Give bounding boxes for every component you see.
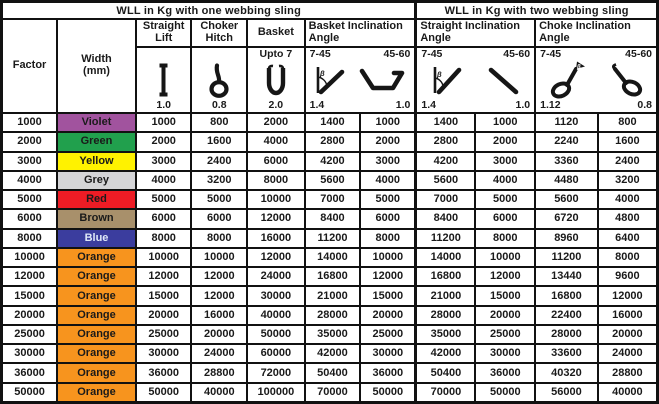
choke-inclination-sub-left: 7-45: [540, 48, 562, 60]
straight-lift-icon-cell: [136, 47, 192, 113]
value-cell: 5600: [416, 171, 476, 190]
value-cell: 8000: [598, 248, 658, 267]
table-row: [2, 306, 658, 325]
basket-inclination-sub-right: 45-60: [383, 48, 411, 60]
table-row: [2, 209, 658, 228]
width-color-swatch: Orange: [57, 325, 136, 344]
table-row: [2, 383, 658, 403]
value-cell: 3000: [136, 152, 192, 171]
basket-factor: 2.0: [268, 99, 284, 111]
value-cell: 42000: [305, 344, 361, 363]
basket-inclination-factor-left: 1.4: [309, 99, 325, 111]
section-header-row: [2, 2, 658, 20]
value-cell: 6000: [247, 152, 305, 171]
angled-sling-beta-icon: [314, 65, 346, 95]
value-cell: 10000: [360, 248, 416, 267]
steep-diagonal-beta-icon: [431, 65, 463, 95]
choke-loop-beta-flag-icon: [549, 61, 587, 99]
value-cell: 28000: [535, 325, 598, 344]
value-cell: 12000: [360, 267, 416, 286]
table-row: [2, 325, 658, 344]
value-cell: 36000: [475, 363, 535, 382]
value-cell: 4200: [416, 152, 476, 171]
value-cell: 30000: [360, 344, 416, 363]
factor-cell: 3000: [2, 152, 58, 171]
value-cell: 36000: [360, 363, 416, 382]
value-cell: 24000: [191, 344, 247, 363]
basket-angled-icon: [358, 67, 406, 93]
value-cell: 16000: [598, 306, 658, 325]
column-title-row: [2, 19, 658, 47]
value-cell: 800: [191, 113, 247, 132]
value-cell: 22400: [535, 306, 598, 325]
choker-hitch-factor: 0.8: [211, 99, 227, 111]
choke-loop-angled-icon: [608, 63, 644, 97]
two-sling-section-header: WLL in Kg with two webbing sling: [416, 2, 658, 20]
value-cell: 4000: [598, 190, 658, 209]
straight-lift-header: Straight Lift: [136, 19, 192, 47]
factor-cell: 1000: [2, 113, 58, 132]
value-cell: 12000: [136, 267, 192, 286]
svg-text:β: β: [319, 69, 325, 78]
value-cell: 3360: [535, 152, 598, 171]
value-cell: 5000: [136, 190, 192, 209]
table-row: [2, 190, 658, 209]
width-color-swatch: Orange: [57, 306, 136, 325]
value-cell: 4000: [136, 171, 192, 190]
value-cell: 36000: [136, 363, 192, 382]
value-cell: 30000: [247, 286, 305, 305]
value-cell: 8000: [247, 171, 305, 190]
value-cell: 12000: [475, 267, 535, 286]
width-color-swatch: Green: [57, 132, 136, 151]
value-cell: 1000: [136, 113, 192, 132]
basket-inclination-sub-left: 7-45: [309, 48, 331, 60]
value-cell: 9600: [598, 267, 658, 286]
value-cell: 28800: [191, 363, 247, 382]
width-color-swatch: Orange: [57, 286, 136, 305]
value-cell: 72000: [247, 363, 305, 382]
table-row: [2, 286, 658, 305]
factor-cell: 36000: [2, 363, 58, 382]
value-cell: 2400: [598, 152, 658, 171]
value-cell: 1400: [305, 113, 361, 132]
factor-cell: 5000: [2, 190, 58, 209]
value-cell: 50000: [136, 383, 192, 403]
choke-inclination-icon-cell: [535, 47, 657, 113]
basket-inclination-header: Basket Inclination Angle: [305, 19, 416, 47]
value-cell: 1600: [191, 132, 247, 151]
value-cell: 35000: [416, 325, 476, 344]
table-row: [2, 344, 658, 363]
value-cell: 6000: [191, 209, 247, 228]
value-cell: 1120: [535, 113, 598, 132]
straight-inclination-sub-right: 45-60: [503, 48, 531, 60]
choke-inclination-header: Choke Inclination Angle: [535, 19, 657, 47]
value-cell: 4000: [247, 132, 305, 151]
width-color-swatch: Red: [57, 190, 136, 209]
width-color-swatch: Orange: [57, 383, 136, 403]
value-cell: 15000: [136, 286, 192, 305]
value-cell: 11200: [535, 248, 598, 267]
factor-cell: 12000: [2, 267, 58, 286]
value-cell: 20000: [191, 325, 247, 344]
factor-cell: 30000: [2, 344, 58, 363]
width-column-header: [57, 19, 136, 113]
value-cell: 3200: [598, 171, 658, 190]
svg-text:β: β: [437, 70, 442, 79]
value-cell: 6720: [535, 209, 598, 228]
width-color-swatch: Orange: [57, 248, 136, 267]
width-color-swatch: Grey: [57, 171, 136, 190]
value-cell: 16800: [535, 286, 598, 305]
value-cell: 8000: [191, 229, 247, 248]
factor-cell: 10000: [2, 248, 58, 267]
value-cell: 100000: [247, 383, 305, 403]
value-cell: 28000: [305, 306, 361, 325]
value-cell: 1000: [475, 113, 535, 132]
value-cell: 70000: [416, 383, 476, 403]
value-cell: 40000: [598, 383, 658, 403]
value-cell: 2400: [191, 152, 247, 171]
table-row: [2, 363, 658, 382]
factor-column-header: Factor: [2, 19, 58, 113]
value-cell: 8000: [136, 229, 192, 248]
value-cell: 35000: [305, 325, 361, 344]
value-cell: 6000: [360, 209, 416, 228]
value-cell: 10000: [475, 248, 535, 267]
value-cell: 70000: [305, 383, 361, 403]
value-cell: 11200: [305, 229, 361, 248]
value-cell: 5000: [475, 190, 535, 209]
factor-cell: 6000: [2, 209, 58, 228]
shallow-diagonal-icon: [486, 65, 520, 95]
value-cell: 14000: [305, 248, 361, 267]
value-cell: 3200: [191, 171, 247, 190]
basket-header: Basket: [247, 19, 305, 47]
straight-inclination-header: Straight Inclination Angle: [416, 19, 535, 47]
table-body: [2, 113, 658, 403]
value-cell: 4000: [360, 171, 416, 190]
value-cell: 50000: [360, 383, 416, 403]
value-cell: 16000: [191, 306, 247, 325]
value-cell: 13440: [535, 267, 598, 286]
value-cell: 42000: [416, 344, 476, 363]
table-row: [2, 152, 658, 171]
straight-inclination-sub-left: 7-45: [421, 48, 443, 60]
width-color-swatch: Orange: [57, 363, 136, 382]
table-row: [2, 248, 658, 267]
value-cell: 28800: [598, 363, 658, 382]
straight-inclination-factor-left: 1.4: [421, 99, 436, 111]
value-cell: 3000: [475, 152, 535, 171]
value-cell: 50000: [247, 325, 305, 344]
value-cell: 40320: [535, 363, 598, 382]
value-cell: 4480: [535, 171, 598, 190]
width-color-swatch: Orange: [57, 344, 136, 363]
value-cell: 21000: [416, 286, 476, 305]
value-cell: 2000: [247, 113, 305, 132]
choke-inclination-sub-right: 45-60: [625, 48, 652, 60]
value-cell: 50400: [305, 363, 361, 382]
straight-inclination-icon-cell: [416, 47, 535, 113]
value-cell: 4000: [475, 171, 535, 190]
width-color-swatch: Brown: [57, 209, 136, 228]
value-cell: 30000: [475, 344, 535, 363]
value-cell: 20000: [360, 306, 416, 325]
value-cell: 2240: [535, 132, 598, 151]
value-cell: 40000: [247, 306, 305, 325]
value-cell: 15000: [360, 286, 416, 305]
value-cell: 28000: [416, 306, 476, 325]
value-cell: 14000: [416, 248, 476, 267]
basket-inclination-icon-cell: [305, 47, 416, 113]
svg-text:β: β: [576, 64, 581, 71]
basket-icon-cell: [247, 47, 305, 113]
value-cell: 2000: [136, 132, 192, 151]
table-row: [2, 113, 658, 132]
table-row: [2, 132, 658, 151]
width-label: Width: [81, 53, 112, 66]
value-cell: 12000: [247, 209, 305, 228]
table-row: [2, 267, 658, 286]
value-cell: 25000: [360, 325, 416, 344]
table-row: [2, 171, 658, 190]
basket-sub-label: Upto 7: [259, 48, 293, 60]
factor-cell: 8000: [2, 229, 58, 248]
value-cell: 12000: [191, 267, 247, 286]
value-cell: 6400: [598, 229, 658, 248]
value-cell: 2800: [416, 132, 476, 151]
value-cell: 24000: [598, 344, 658, 363]
table-row: [2, 229, 658, 248]
factor-cell: 2000: [2, 132, 58, 151]
choke-inclination-factor-left: 1.12: [540, 99, 561, 111]
value-cell: 6000: [136, 209, 192, 228]
value-cell: 2000: [360, 132, 416, 151]
value-cell: 50000: [475, 383, 535, 403]
value-cell: 33600: [535, 344, 598, 363]
width-color-swatch: Blue: [57, 229, 136, 248]
value-cell: 25000: [136, 325, 192, 344]
value-cell: 5000: [360, 190, 416, 209]
value-cell: 7000: [305, 190, 361, 209]
value-cell: 20000: [475, 306, 535, 325]
value-cell: 56000: [535, 383, 598, 403]
value-cell: 800: [598, 113, 658, 132]
value-cell: 5600: [305, 171, 361, 190]
value-cell: 8400: [416, 209, 476, 228]
value-cell: 4200: [305, 152, 361, 171]
value-cell: 4800: [598, 209, 658, 228]
choke-inclination-factor-right: 0.8: [637, 99, 652, 111]
value-cell: 25000: [475, 325, 535, 344]
value-cell: 1400: [416, 113, 476, 132]
choker-hitch-header: Choker Hitch: [191, 19, 247, 47]
value-cell: 16000: [247, 229, 305, 248]
value-cell: 24000: [247, 267, 305, 286]
value-cell: 16800: [305, 267, 361, 286]
value-cell: 7000: [416, 190, 476, 209]
straight-inclination-factor-right: 1.0: [515, 99, 531, 111]
one-sling-section-header: WLL in Kg with one webbing sling: [2, 2, 416, 20]
factor-cell: 20000: [2, 306, 58, 325]
value-cell: 11200: [416, 229, 476, 248]
value-cell: 15000: [475, 286, 535, 305]
value-cell: 2800: [305, 132, 361, 151]
factor-cell: 25000: [2, 325, 58, 344]
value-cell: 16800: [416, 267, 476, 286]
value-cell: 2000: [475, 132, 535, 151]
value-cell: 20000: [136, 306, 192, 325]
value-cell: 3000: [360, 152, 416, 171]
value-cell: 10000: [191, 248, 247, 267]
value-cell: 60000: [247, 344, 305, 363]
width-unit: (mm): [83, 65, 110, 77]
value-cell: 8000: [360, 229, 416, 248]
width-color-swatch: Violet: [57, 113, 136, 132]
value-cell: 8000: [475, 229, 535, 248]
value-cell: 8400: [305, 209, 361, 228]
value-cell: 1600: [598, 132, 658, 151]
straight-lift-factor: 1.0: [156, 99, 171, 111]
value-cell: 50400: [416, 363, 476, 382]
value-cell: 21000: [305, 286, 361, 305]
value-cell: 10000: [247, 190, 305, 209]
width-color-swatch: Orange: [57, 267, 136, 286]
factor-cell: 15000: [2, 286, 58, 305]
value-cell: 5600: [535, 190, 598, 209]
factor-cell: 4000: [2, 171, 58, 190]
value-cell: 12000: [598, 286, 658, 305]
straight-lift-icon: [156, 63, 171, 97]
basket-u-icon: [264, 64, 288, 97]
choker-hitch-icon: [208, 62, 230, 98]
value-cell: 12000: [247, 248, 305, 267]
basket-inclination-factor-right: 1.0: [395, 99, 411, 111]
value-cell: 40000: [191, 383, 247, 403]
value-cell: 6000: [475, 209, 535, 228]
value-cell: 30000: [136, 344, 192, 363]
value-cell: 12000: [191, 286, 247, 305]
value-cell: 5000: [191, 190, 247, 209]
value-cell: 10000: [136, 248, 192, 267]
value-cell: 1000: [360, 113, 416, 132]
choker-hitch-icon-cell: [191, 47, 247, 113]
value-cell: 20000: [598, 325, 658, 344]
factor-cell: 50000: [2, 383, 58, 403]
value-cell: 8960: [535, 229, 598, 248]
width-color-swatch: Yellow: [57, 152, 136, 171]
